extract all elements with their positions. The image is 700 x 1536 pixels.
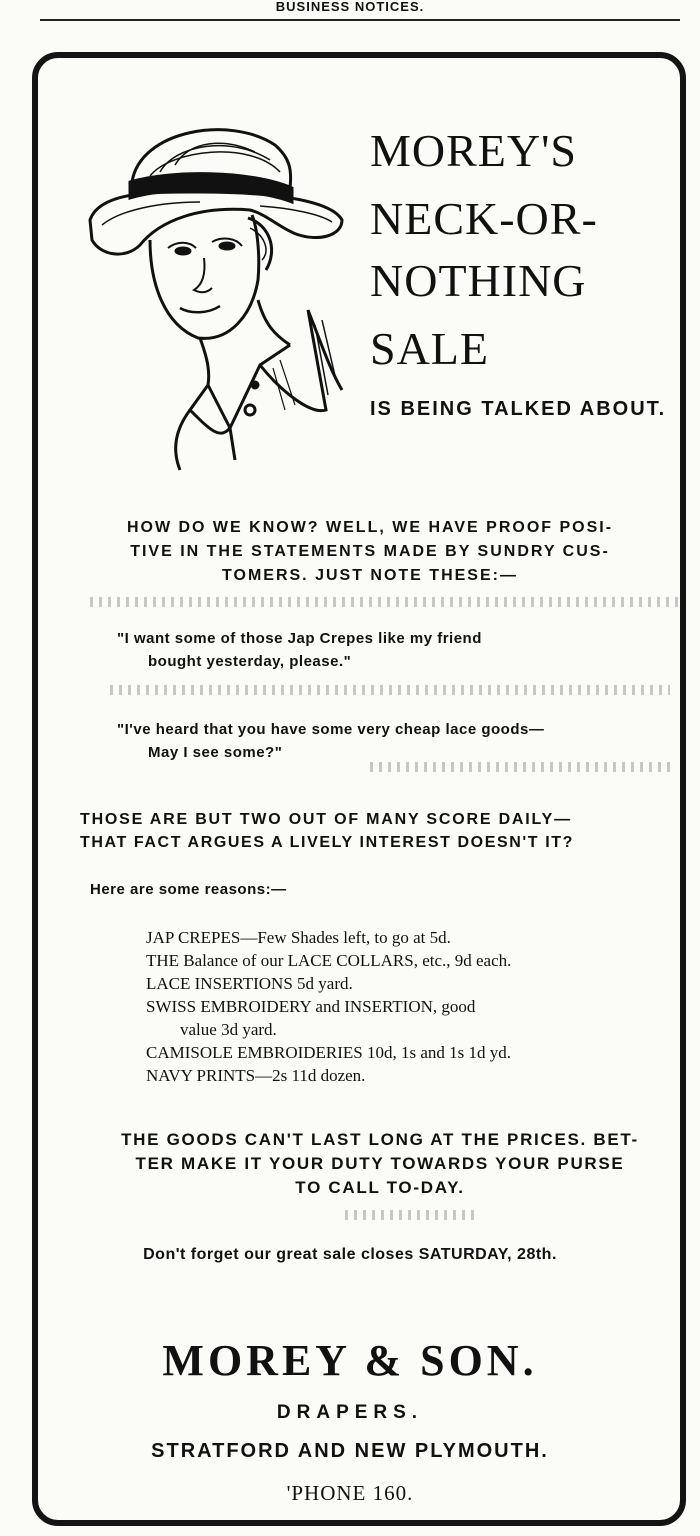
quote-1-line-1: "I want some of those Jap Crepes like my friend xyxy=(117,630,482,647)
print-smudge xyxy=(370,762,670,772)
item-navy-prints: NAVY PRINTS—2s 11d dozen. xyxy=(146,1066,366,1085)
print-smudge xyxy=(90,597,680,607)
print-smudge xyxy=(345,1210,475,1220)
woman-hat-illustration xyxy=(80,110,360,480)
item-lace-insertions: LACE INSERTIONS 5d yard. xyxy=(146,974,353,993)
firm-phone: 'PHONE 160. xyxy=(286,1481,414,1505)
intro-line-3: TOMERS. JUST NOTE THESE:— xyxy=(222,567,518,584)
interest-line-1: THOSE ARE BUT TWO OUT OF MANY SCORE DAILY— xyxy=(80,811,572,828)
title-line-1: MOREY'S xyxy=(370,125,577,176)
intro-line-1: HOW DO WE KNOW? WELL, WE HAVE PROOF POSI- xyxy=(126,519,614,536)
item-jap-crepes: JAP CREPES—Few Shades left, to go at 5d. xyxy=(146,928,451,947)
interest-line-2: THAT FACT ARGUES A LIVELY INTEREST DOESN'T IT? xyxy=(80,834,575,851)
reasons-heading: Here are some reasons:— xyxy=(90,881,287,898)
item-swiss-embroidery: SWISS EMBROIDERY and INSERTION, good xyxy=(146,997,476,1016)
sale-close-note: Don't forget our great sale closes SATURDAY, 28th. xyxy=(143,1246,557,1263)
closing-line-1: THE GOODS CAN'T LAST LONG AT THE PRICES. BET- xyxy=(121,1130,639,1149)
section-header: BUSINESS NOTICES. xyxy=(275,0,425,14)
title-line-2: NECK-OR- xyxy=(370,193,598,244)
closing-line-3: TO CALL TO-DAY. xyxy=(295,1178,465,1197)
item-swiss-embroidery-cont: value 3d yard. xyxy=(180,1020,277,1039)
print-smudge xyxy=(110,685,670,695)
quote-2-line-2: May I see some?" xyxy=(148,744,283,761)
quote-2-line-1: "I've heard that you have some very cheap lace goods— xyxy=(117,721,545,738)
title-line-3: NOTHING xyxy=(370,255,587,306)
header-rule xyxy=(40,19,680,21)
firm-trade: DRAPERS. xyxy=(276,1402,424,1423)
quote-1-line-2: bought yesterday, please." xyxy=(148,653,352,670)
tagline: IS BEING TALKED ABOUT. xyxy=(370,398,667,420)
firm-name: MOREY & SON. xyxy=(162,1336,538,1385)
firm-location: STRATFORD AND NEW PLYMOUTH. xyxy=(151,1440,549,1462)
closing-line-2: TER MAKE IT YOUR DUTY TOWARDS YOUR PURSE xyxy=(135,1154,625,1173)
title-line-4: SALE xyxy=(370,323,489,374)
item-lace-collars: THE Balance of our LACE COLLARS, etc., 9d each. xyxy=(146,951,512,970)
item-camisole: CAMISOLE EMBROIDERIES 10d, 1s and 1s 1d yd. xyxy=(146,1043,512,1062)
intro-line-2: TIVE IN THE STATEMENTS MADE BY SUNDRY CUS- xyxy=(130,543,610,560)
